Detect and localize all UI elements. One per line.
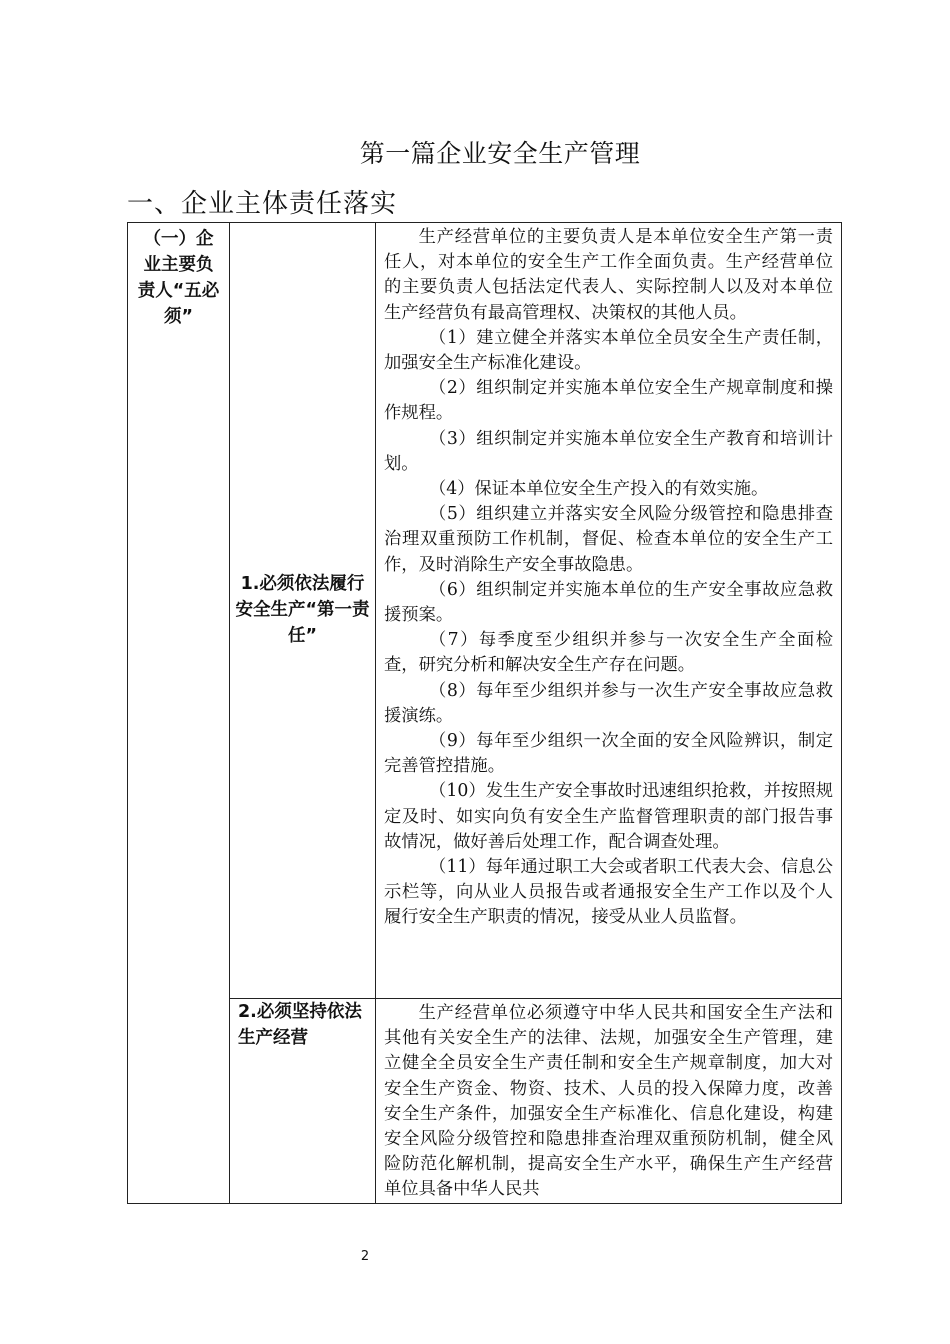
- list-item: （3）组织制定并实施本单位安全生产教育和培训计划。: [384, 428, 833, 474]
- list-item: （1）建立健全并落实本单位全员安全生产责任制，加强安全生产标准化建设。: [384, 327, 833, 374]
- content-cell: [376, 223, 842, 999]
- list-item: （7）每季度至少组织并参与一次安全生产全面检查，研究分析和解决安全生产存在问题。: [384, 630, 833, 676]
- list-item: （11）每年通过职工大会或者职工代表大会、信息公示栏等，向从业人员报告或者通报安全生产工作以及个人履行安全生产职责的情况，接受从业人员监督。: [384, 857, 833, 928]
- section-heading: 一、企业主体责任落实: [127, 189, 398, 219]
- list-item: （5）组织建立并落实安全风险分级管控和隐患排查治理双重预防工作机制，督促、检查本单位的安全生产工作，及时消除生产安全事故隐患。: [384, 504, 833, 575]
- subcategory-cell: [230, 223, 376, 999]
- subcategory-cell: [230, 999, 376, 1204]
- content-cell: [376, 999, 842, 1204]
- responsibility-table: [127, 222, 842, 1204]
- table-row: [128, 223, 842, 999]
- content-intro: 生产经营单位必须遵守中华人民共和国安全生产法和其他有关安全生产的法律、法规，加强安全生产管理，建立健全全员安全生产责任制和安全生产规章制度，加大对安全生产资金、物资、技术、人员的投入保障力度，改善安全生产条件，加强安全生产标准化、信息化建设，构建安全风险分级管控和隐患排查治理双重预防机制，健全风险防范化解机制，提高安全生产水平，确保生产生产经营单位具备中华人民共: [384, 1003, 833, 1200]
- content-text: [376, 999, 841, 1203]
- category-label: （一）企业主要负责人“五必须”: [137, 229, 220, 327]
- list-item: （4）保证本单位安全生产投入的有效实施。: [428, 479, 769, 500]
- subcategory-label: 1.必须依法履行安全生产“第一责任”: [235, 574, 370, 646]
- subcategory-label: 2.必须坚持依法生产经营: [238, 1002, 362, 1048]
- page-title: 第一篇企业安全生产管理: [359, 139, 641, 168]
- content-text: [376, 223, 841, 931]
- content-intro: 生产经营单位的主要负责人是本单位安全生产第一责任人，对本单位的安全生产工作全面负责。生产经营单位的主要负责人包括法定代表人、实际控制人以及对本单位生产经营负有最高管理权、决策权的其他人员。: [384, 227, 833, 323]
- list-item: （9）每年至少组织一次全面的安全风险辨识，制定完善管控措施。: [384, 731, 833, 777]
- category-cell: [128, 223, 230, 1204]
- table-row: [128, 999, 842, 1204]
- page-number: 2: [360, 1249, 370, 1264]
- list-item: （6）组织制定并实施本单位的生产安全事故应急救援预案。: [384, 579, 833, 626]
- list-item: （10）发生生产安全事故时迅速组织抢救，并按照规定及时、如实向负有安全生产监督管理职责的部门报告事故情况，做好善后处理工作，配合调查处理。: [384, 781, 833, 852]
- list-item: （8）每年至少组织并参与一次生产安全事故应急救援演练。: [384, 680, 833, 726]
- list-item: （2）组织制定并实施本单位安全生产规章制度和操作规程。: [384, 378, 833, 424]
